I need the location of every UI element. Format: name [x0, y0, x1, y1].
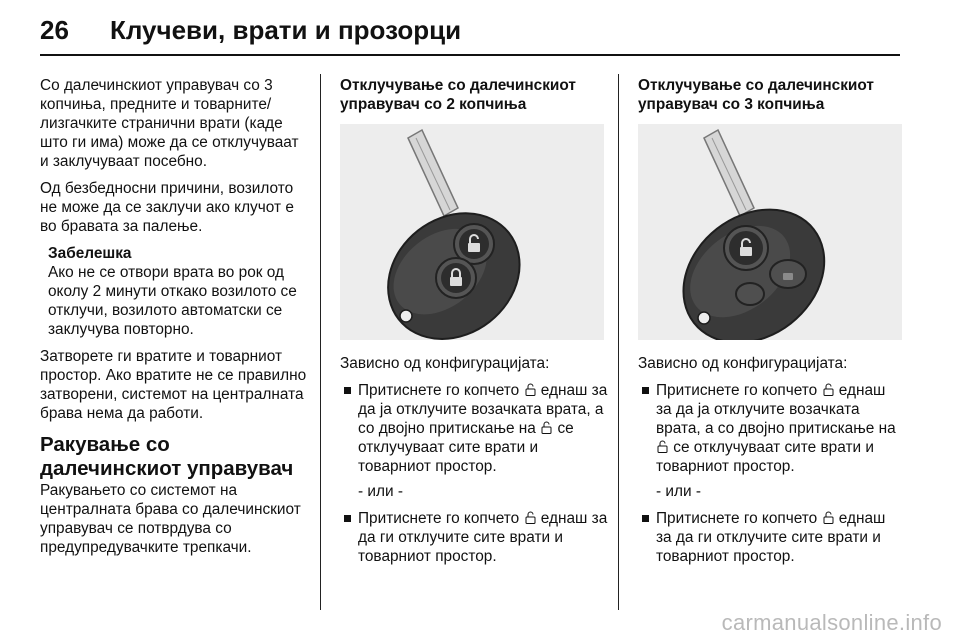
column-divider — [320, 74, 321, 610]
list-item: Притиснете го копчето еднаш за да ги отклучите сите врати и товарниот простор. — [340, 509, 608, 566]
three-button-key-figure — [638, 124, 902, 340]
page-header — [40, 8, 461, 52]
section-heading: Ракување со далечинскиот управувач — [40, 433, 294, 480]
unlock-options-list — [638, 509, 904, 566]
unlock-icon — [657, 440, 668, 453]
depends-text: Зависно од конфигурацијата: — [340, 355, 550, 372]
note-title: Забелешка — [48, 245, 132, 262]
two-button-key-figure — [340, 124, 604, 340]
safety-paragraph: Од безбедносни причини, возилото не може да се заклучи ако клучот е во бравата за палење. — [40, 180, 294, 235]
depends-text: Зависно од конфигурацијата: — [638, 355, 848, 372]
unlock-options-list — [340, 509, 608, 566]
unlock-icon — [525, 511, 536, 524]
three-button-heading: Отклучување со далечинскиот управувач со 3 копчиња — [638, 77, 874, 113]
or-separator: - или - — [656, 483, 701, 500]
two-button-heading: Отклучување со далечинскиот управувач со 2 копчиња — [340, 77, 576, 113]
right-column — [638, 76, 904, 572]
key-icon — [638, 124, 902, 340]
left-column — [40, 76, 308, 565]
list-item: Притиснете го копчето еднаш за да ги отклучите сите врати и товарниот простор. — [638, 509, 904, 566]
unlock-icon — [823, 383, 834, 396]
unlock-options-list — [340, 381, 608, 476]
list-item: Притиснете го копчето еднаш за да ја отклучите возачката врата, а со двојно притискање на се отклучуваат сите врати и товарниот простор. — [638, 381, 904, 476]
unlock-options-list — [638, 381, 904, 476]
unlock-icon — [541, 421, 552, 434]
intro-paragraph: Со далечинскиот управувач со 3 копчиња, предните и товарните/ лизгачките странични врати (каде што ги има) може да се отклучуваат и заклучуваат посебно. — [40, 77, 299, 170]
header-divider — [40, 54, 900, 56]
page-number: 26 — [40, 14, 69, 45]
middle-column — [340, 76, 608, 572]
list-item: Притиснете го копчето еднаш за да ја отклучите возачката врата, а со двојно притискање на се отклучуваат сите врати и товарниот простор. — [340, 381, 608, 476]
watermark: carmanualsonline.info — [721, 610, 942, 635]
or-separator: - или - — [358, 483, 403, 500]
unlock-icon — [823, 511, 834, 524]
note-box — [40, 244, 308, 339]
operation-paragraph: Ракувањето со системот на централната брава со далечинскиот управувач се потврдува со предупредувачките трепкачи. — [40, 482, 301, 556]
doors-paragraph: Затворете ги вратите и товарниот простор. Ако вратите не се правилно затворени, системот на централната брава нема да работи. — [40, 348, 307, 422]
page-title: Клучеви, врати и прозорци — [110, 14, 462, 45]
column-divider — [618, 74, 619, 610]
note-text: Ако не се отвори врата во рок од околу 2 минути откако возилото се отклучи, возилото автоматски се заклучува повторно. — [48, 264, 297, 338]
key-icon — [340, 124, 604, 340]
unlock-icon — [525, 383, 536, 396]
